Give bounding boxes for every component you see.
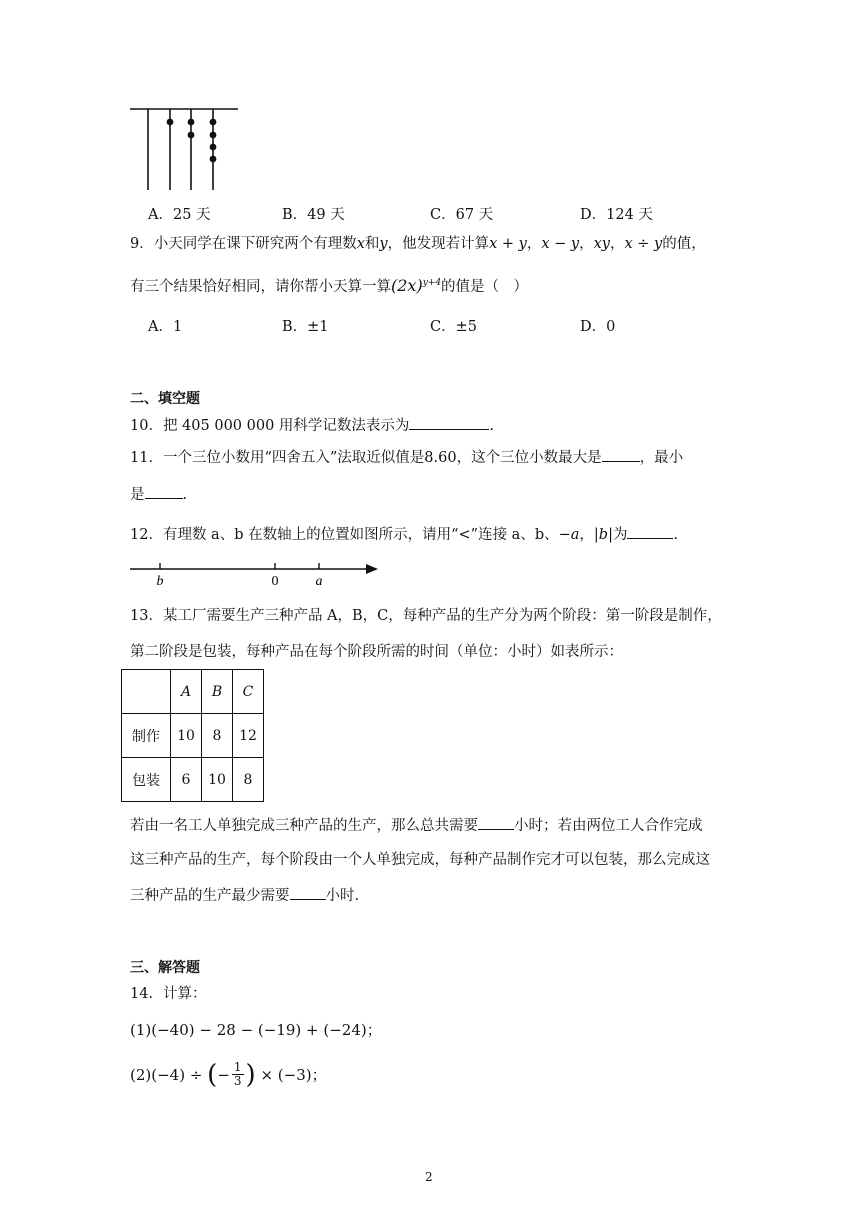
q9-option-c: C．±5: [430, 319, 477, 335]
q9-option-b: B．±1: [282, 319, 329, 335]
q8-option-d: D．124 天: [580, 207, 653, 223]
table-cell: 8: [202, 714, 233, 758]
table-cell: 8: [233, 758, 264, 802]
q8-option-a: A．25 天: [148, 207, 211, 223]
q11-line1: 11．一个三位小数用“四舍五入”法取近似值是8.60，这个三位小数最大是 ，最小: [130, 447, 683, 468]
q12-answer-blank[interactable]: [627, 524, 673, 539]
q8-option-b: B．49 天: [282, 207, 345, 223]
q9-power-expression: $(2x)^{y+4}$: [391, 275, 442, 295]
q11-max-blank[interactable]: [602, 447, 640, 462]
q10-answer-blank[interactable]: [409, 415, 489, 430]
abacus-bead: [210, 119, 217, 126]
q9-line1: 9．小天同学在课下研究两个有理数x和y，他发现若计算x + y，x − y，xy，x ÷ y的值，: [130, 236, 706, 252]
q9-option-a: A．1: [148, 319, 183, 335]
fraction: $\frac{1}{3}$: [233, 1060, 242, 1088]
abacus-bead: [188, 119, 195, 126]
table-cell: 10: [171, 714, 202, 758]
section-2-heading: 二、填空题: [130, 391, 200, 407]
q13-time-table: [121, 669, 264, 802]
q9-option-d: D．0: [580, 319, 616, 335]
q13-line2: 第二阶段是包装，每种产品在每个阶段所需的时间（单位：小时）如表所示：: [130, 644, 623, 660]
abacus-figure: [128, 100, 240, 192]
abacus-bead: [167, 119, 174, 126]
abacus-bead: [210, 132, 217, 139]
q13-total-blank[interactable]: [478, 815, 514, 830]
abacus-bead: [210, 144, 217, 151]
table-header-c: C: [233, 670, 264, 714]
fraction-group: ( − $\frac{1}{3}$ ): [207, 1059, 256, 1090]
table-header-a: A: [171, 670, 202, 714]
q13-min-blank[interactable]: [290, 885, 326, 900]
table-header-b: B: [202, 670, 233, 714]
q11-line2: 是 .: [130, 484, 187, 505]
table-row-label: 制作: [122, 714, 171, 758]
q12: 12．有理数 a、b 在数轴上的位置如图所示，请用“<”连接 a、b、−a，|b|为 .: [130, 524, 678, 545]
abacus-bead: [210, 156, 217, 163]
table-cell: 10: [202, 758, 233, 802]
number-line: [128, 560, 380, 590]
q13-after-line3: 三种产品的生产最少需要 小时.: [130, 885, 359, 906]
label-a: a: [315, 574, 323, 589]
q13-after-line1: 若由一名工人单独完成三种产品的生产，那么总共需要 小时；若由两位工人合作完成: [130, 815, 703, 836]
page-number: 2: [425, 1170, 433, 1184]
q13-line1: 13．某工厂需要生产三种产品 A，B，C，每种产品的生产分为两个阶段：第一阶段是制作，: [130, 608, 722, 624]
table-row: [122, 758, 264, 802]
table-cell: 12: [233, 714, 264, 758]
label-b: b: [156, 574, 164, 589]
q14-part1: (1)(−40) − 28 − (−19) + (−24)；: [130, 1021, 382, 1039]
table-header-row: [122, 670, 264, 714]
abacus-bead: [188, 132, 195, 139]
section-3-heading: 三、解答题: [130, 960, 200, 976]
q8-option-c: C．67 天: [430, 207, 494, 223]
number-line-arrow: [366, 564, 378, 574]
label-0: 0: [271, 574, 279, 589]
q14-title: 14．计算：: [130, 986, 207, 1002]
q14-part2: (2)(−4) ÷ ( − $\frac{1}{3}$ ) × (−3)；: [130, 1059, 327, 1090]
q10: 10．把 405 000 000 用科学记数法表示为 .: [130, 415, 494, 436]
q11-min-blank[interactable]: [145, 484, 183, 499]
q9-line2: 有三个结果恰好相同，请你帮小天算一算$(2x)^{y+4}$的值是（ ）: [130, 275, 529, 295]
table-row: [122, 714, 264, 758]
table-row-label: 包装: [122, 758, 171, 802]
q13-after-line2: 这三种产品的生产，每个阶段由一个人单独完成，每种产品制作完才可以包装，那么完成这: [130, 852, 710, 868]
table-cell: 6: [171, 758, 202, 802]
table-corner-cell: [122, 670, 171, 714]
